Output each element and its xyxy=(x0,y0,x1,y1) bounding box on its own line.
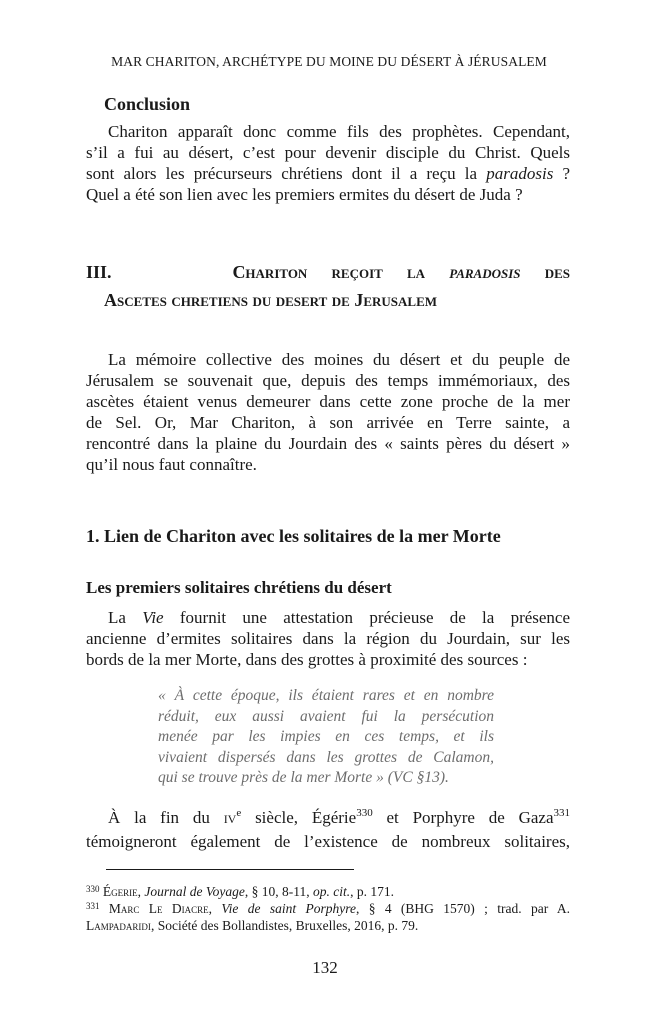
footnote-ref-331[interactable]: 331 xyxy=(553,807,570,819)
egerie-line-a: À la fin du xyxy=(108,808,210,827)
footnote-separator xyxy=(106,869,354,870)
intro-line-2: Jérusalem se souvenait que, depuis des temps immémoriaux, des xyxy=(86,371,570,390)
intro-paragraph xyxy=(86,349,570,475)
part-title-line1: Chariton reçoit la xyxy=(232,262,426,282)
footnote-331: $^{331}$ Marc Le Diacre, Vie de saint Porphyre, § 4 (BHG 1570) ; trad. par A. Lampadaridi, Société des Bollandistes, Bruxelles, 2016, p. 79. xyxy=(86,901,570,933)
conclusion-line-1: Chariton apparaît donc comme fils des prophètes. Cependant, xyxy=(108,122,570,141)
footnote-330: $^{330}$ Égerie, Journal de Voyage, § 10, 8-11, op. cit., p. 171. xyxy=(86,884,394,899)
conclusion-question-mark: ? xyxy=(553,164,571,183)
subsection-heading: Les premiers solitaires chrétiens du désert xyxy=(86,578,392,597)
quote-line-3: menée par les impies en ces temps, et ils xyxy=(158,728,494,745)
egerie-line-b: siècle, Égérie xyxy=(255,808,357,827)
part-heading xyxy=(86,258,570,314)
conclusion-heading: Conclusion xyxy=(104,94,191,114)
footnote-331-translator: Lampadaridi xyxy=(86,918,151,933)
century-suffix: e xyxy=(236,807,242,819)
egerie-line-2: témoigneront également de l’existence de nombreux solitaires, xyxy=(86,832,570,851)
footnote-330-title: Journal de Voyage xyxy=(144,884,245,899)
conclusion-line-2: s’il a fui au désert, c’est pour devenir disciple du Christ. Quels xyxy=(86,143,570,162)
footnote-ref-330[interactable]: 330 xyxy=(356,807,373,819)
vie-title: Vie xyxy=(142,608,164,627)
intro-line-1: La mémoire collective des moines du désert et du peuple de xyxy=(108,350,570,369)
footnote-331-rest: , § 4 (BHG 1570) ; trad. par A. xyxy=(355,901,570,916)
part-title-line1-end: des xyxy=(544,262,571,282)
footnote-330-rest: , § 10, 8-11, xyxy=(244,884,310,899)
part-number: III. xyxy=(86,262,112,282)
footnote-331-line2-rest: , Société des Bollandistes, Bruxelles, 2016, p. 79. xyxy=(150,918,419,933)
conclusion-line-3: sont alors les précurseurs chrétiens dont il a reçu la xyxy=(86,164,478,183)
intro-line-4: de Sel. Or, Mar Chariton, à son arrivée en Terre sainte, a xyxy=(86,413,570,432)
quote-line-2: réduit, eux aussi avaient fui la persécution xyxy=(158,707,494,725)
part-title-italic: paradosis xyxy=(449,262,521,282)
intro-line-5: rencontré dans la plaine du Jourdain des « saints pères du désert » xyxy=(86,434,570,453)
part-title-line2: Ascetes chretiens du desert de Jerusalem xyxy=(104,290,438,310)
footnote-331-author: Marc Le Diacre xyxy=(108,901,209,916)
footnote-330-number: 330 xyxy=(86,884,100,894)
egerie-line-c: et Porphyre de Gaza xyxy=(386,808,554,827)
footnote-331-title: Vie de saint Porphyre xyxy=(221,901,356,916)
conclusion-line-4: Quel a été son lien avec les premiers ermites du désert de Juda ? xyxy=(86,185,523,204)
section-heading: 1. Lien de Chariton avec les solitaires de la mer Morte xyxy=(86,526,501,546)
vie-line-start: La xyxy=(108,608,126,627)
egerie-paragraph xyxy=(86,806,570,854)
footnote-330-opcit: op. cit. xyxy=(312,884,351,899)
vie-line-1-rest: fournit une attestation précieuse de la présence xyxy=(179,608,571,627)
vie-line-2: ancienne d’ermites solitaires dans la région du Jourdain, sur les xyxy=(86,629,570,648)
intro-line-6: qu’il nous faut connaître. xyxy=(86,455,257,474)
quote-line-1: « À cette époque, ils étaient rares et en nombre xyxy=(158,687,494,704)
intro-line-3: ascètes étaient venus demeurer dans cette zone proche de la mer xyxy=(86,392,570,411)
paradosis-term: paradosis xyxy=(486,164,554,183)
footnote-331-number: 331 xyxy=(86,901,100,911)
conclusion-paragraph xyxy=(86,121,570,205)
running-head: MAR CHARITON, ARCHÉTYPE DU MOINE DU DÉSERT À JÉRUSALEM xyxy=(111,54,547,69)
quote-line-5: qui se trouve près de la mer Morte » (VC §13). xyxy=(158,769,449,786)
footnote-330-author: Égerie xyxy=(102,884,138,899)
block-quote xyxy=(158,686,494,789)
quote-line-4: vivaient dispersés dans les grottes de Calamon, xyxy=(158,748,494,766)
vie-paragraph xyxy=(86,607,570,670)
vie-line-3: bords de la mer Morte, dans des grottes à proximité des sources : xyxy=(86,650,528,669)
footnote-330-end: , p. 171. xyxy=(350,884,394,899)
page-number: 132 xyxy=(312,958,338,977)
century-numeral: iv xyxy=(223,808,237,827)
